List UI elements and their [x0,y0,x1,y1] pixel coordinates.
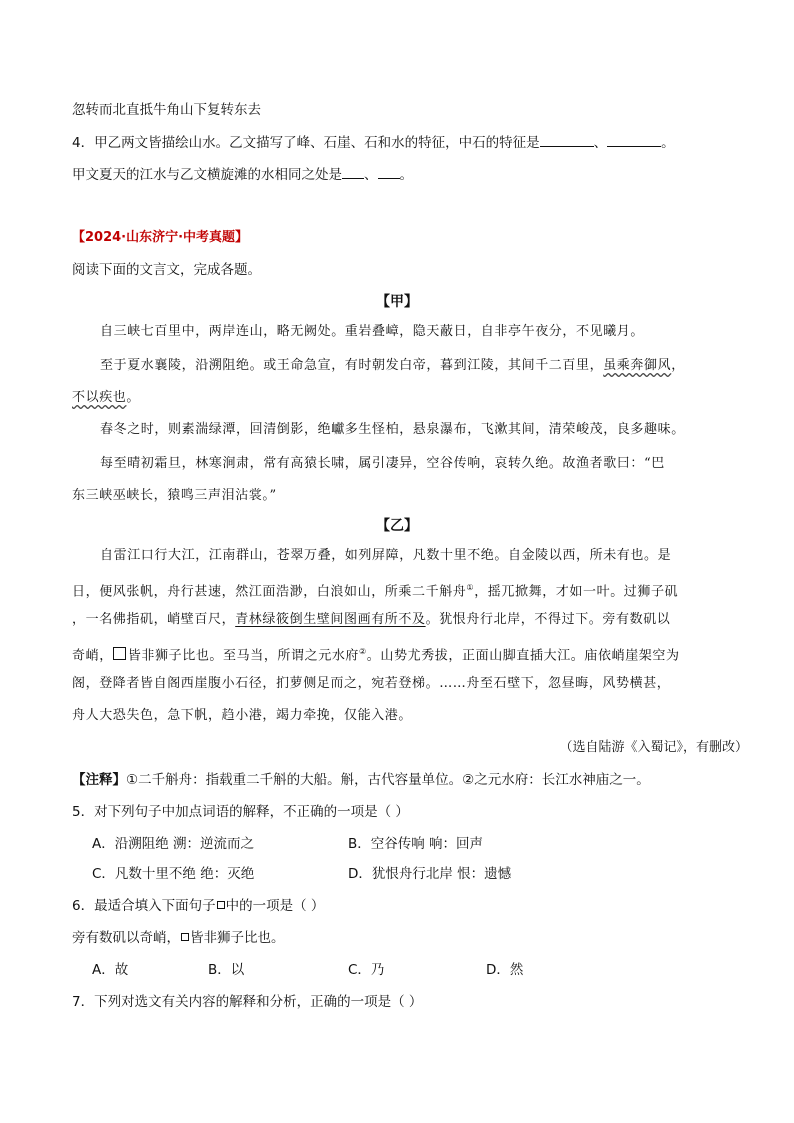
question-7-stem: 7．下列对选文有关内容的解释和分析，正确的一项是（ ） [72,994,423,1010]
blank-box[interactable] [113,647,126,660]
jia-paragraph-4-cont: 东三峡巫峡长，猿鸣三声泪沾裳。” [72,488,277,503]
instruction: 阅读下面的文言文，完成各题。 [72,262,261,278]
jia-paragraph-2: 至于夏水襄陵，沿溯阻绝。或王命急宣，有时朝发白帝，暮到江陵，其间千二百里，虽乘奔御风， [100,358,685,373]
q5-option-a[interactable]: A．沿溯阻绝 溯：逆流而之 [92,836,255,852]
yi-line-2: 日，便风张帆，舟行甚速，然江面浩渺，白浪如山，所乘二千斛舟①，摇兀掀舞，才如一叶。过狮子矶 [72,583,679,600]
footnote-marker: ② [359,647,367,656]
source-tag: 【2024·山东济宁·中考真题】 [72,230,249,245]
footnote-marker: ① [466,583,475,592]
underlined-sentence: 青林绿筱倒生壁间图画有所不及 [235,612,426,627]
question-6-sentence: 旁有数矶以奇峭， 皆非狮子比也。 [72,930,285,946]
q6-option-c[interactable]: C．乃 [348,962,385,978]
yi-line-6: 舟人大恐失色，急下帆，趋小港，竭力牵挽，仅能入港。 [72,708,413,723]
notes [72,770,650,790]
wavy-underlined-text: 不以疾也 [72,390,127,405]
q5-option-b[interactable]: B．空谷传响 响：回声 [348,836,484,852]
q6-option-a[interactable]: A．故 [92,962,129,978]
answer-blank[interactable] [540,132,594,147]
jia-title: 【甲】 [376,294,418,310]
answer-blank[interactable] [342,164,364,179]
question-4-line2: 甲文夏天的江水与乙文横旋滩的水相同之处是 、 。 [72,164,413,185]
source-citation: （选自陆游《入蜀记》，有删改） [559,740,748,755]
jia-paragraph-4: 每至晴初霜旦，林寒涧肃，常有高猿长啸，属引凄异，空谷传响，哀转久绝。故渔者歌曰：“巴 [100,456,665,471]
answer-blank[interactable] [607,132,661,147]
question-4-text: 4．甲乙两文皆描绘山水。乙文描写了峰、石崖、石和水的特征，中石的特征是 [72,135,540,151]
yi-line-5: 阁，登降者皆自阁西崖腹小石径，扪萝侧足而之，宛若登梯。……舟至石壁下，忽昼晦，风势横甚， [72,676,671,691]
question-5-stem: 5．对下列句子中加点词语的解释，不正确的一项是（ ） [72,804,409,820]
q6-option-b[interactable]: B．以 [208,962,245,978]
q5-option-c[interactable]: C．凡数十里不绝 绝：灭绝 [92,866,255,882]
question-4-text2: 甲文夏天的江水与乙文横旋滩的水相同之处是 [72,167,342,183]
previous-answer-line: 忽转而北直抵牛角山下复转东去 [72,102,261,118]
notes-text: ①二千斛舟：指载重二千斛的大船。斛，古代容量单位。②之元水府：长江水神庙之一。 [126,772,650,788]
answer-blank[interactable] [378,164,400,179]
q5-option-d[interactable]: D．犹恨舟行北岸 恨：遗憾 [348,866,512,882]
yi-title: 【乙】 [376,518,418,534]
yi-line-1: 自雷江口行大江，江南群山，苍翠万叠，如列屏障，凡数十里不绝。自金陵以西，所未有也。是 [100,548,672,563]
notes-label: 【注释】 [72,772,126,788]
jia-paragraph-1: 自三峡七百里中，两岸连山，略无阙处。重岩叠嶂，隐天蔽日，自非亭午夜分，不见曦月。 [100,324,645,339]
jia-paragraph-3: 春冬之时，则素湍绿潭，回清倒影，绝巘多生怪柏，悬泉瀑布，飞漱其间，清荣峻茂，良多趣味。 [100,422,685,437]
question-6-stem: 6．最适合填入下面句子 中的一项是（ ） [72,898,325,914]
wavy-underlined-text: 虽乘奔御风 [603,358,672,373]
jia-paragraph-2-cont: 不以疾也。 [72,390,141,405]
yi-line-3: ，一名佛指矶，峭壁百尺，青林绿筱倒生壁间图画有所不及。犹恨舟行北岸，不得过下。旁有数矶以 [72,612,671,627]
yi-line-4: 奇峭， 皆非狮子比也。至马当，所谓之元水府②。山势尤秀拔，正面山脚直插大江。庙依峭崖架空为 [72,647,680,664]
blank-box [217,901,225,909]
blank-box[interactable] [181,933,189,941]
q6-option-d[interactable]: D．然 [486,962,524,978]
question-4-line1: 4．甲乙两文皆描绘山水。乙文描写了峰、石崖、石和水的特征，中石的特征是 、 。 [72,132,675,153]
